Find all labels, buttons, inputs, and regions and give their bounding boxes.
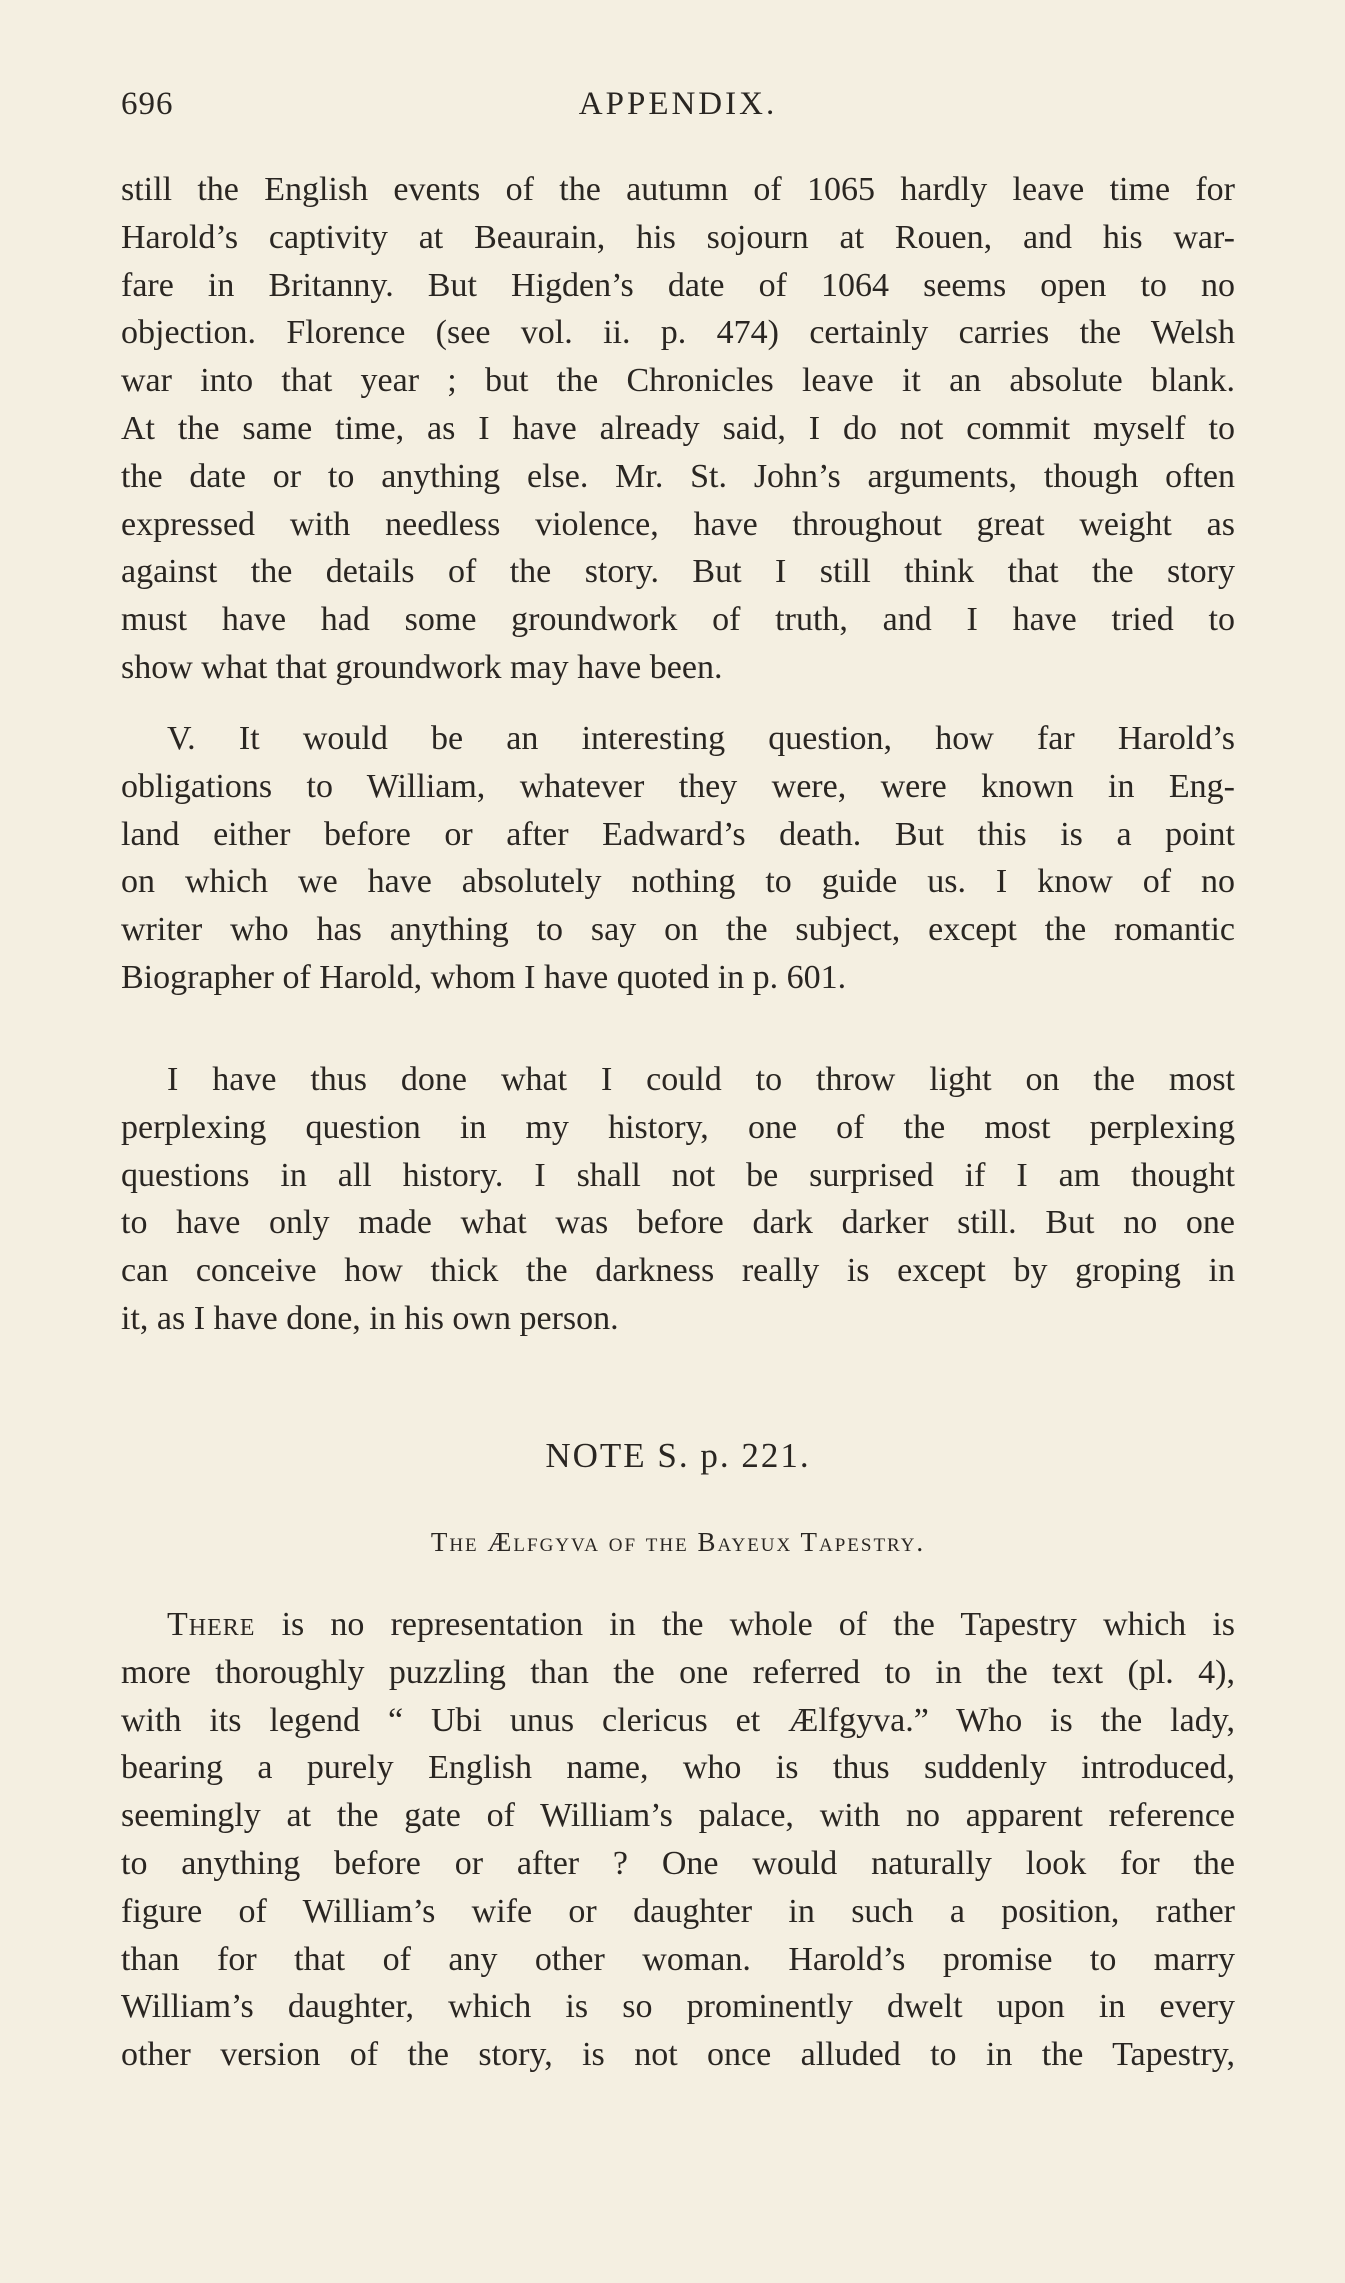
text-line: it, as I have done, in his own person. (121, 1299, 619, 1337)
text-line: questions in all history. I shall not be surprised if I am thought (121, 1156, 1235, 1194)
text-line: bearing a purely English name, who is thus suddenly introduced, (121, 1749, 1235, 1787)
text-line: show what that groundwork may have been. (121, 648, 723, 686)
note-subheading: The Ælfgyva of the Bayeux Tapestry. (430, 1527, 926, 1557)
text-line: Harold’s captivity at Beaurain, his sojourn at Rouen, and his war- (121, 218, 1235, 256)
text-line: with its legend “ Ubi unus clericus et Ælfgyva.” Who is the lady, (121, 1701, 1235, 1739)
text-line: can conceive how thick the darkness really is except by groping in (121, 1252, 1235, 1290)
text-line: perplexing question in my history, one of the most perplexing (121, 1108, 1235, 1146)
text-line: must have had some groundwork of truth, and I have tried to (121, 601, 1235, 639)
text-line: obligations to William, whatever they were, were known in Eng- (121, 767, 1235, 805)
text-line: fare in Britanny. But Higden’s date of 1064 seems open to no (121, 266, 1235, 304)
text-line: other version of the story, is not once alluded to in the Tapestry, (121, 2036, 1235, 2074)
text-line: more thoroughly puzzling than the one referred to in the text (pl. 4), (121, 1653, 1235, 1691)
text-line: I have thus done what I could to throw light on the most (167, 1061, 1235, 1098)
text-line: war into that year ; but the Chronicles leave it an absolute blank. (121, 362, 1235, 400)
paragraph-section-v (121, 715, 1235, 1002)
text-line: still the English events of the autumn of 1065 hardly leave time for (121, 171, 1235, 208)
page-header (121, 86, 1235, 130)
text-line: to have only made what was before dark darker still. But no one (121, 1204, 1235, 1242)
paragraph-note-s (121, 1601, 1235, 2079)
text-line: against the details of the story. But I still think that the story (121, 553, 1235, 591)
text-line: At the same time, as I have already said, I do not commit myself to (121, 409, 1235, 447)
paragraph-continued (121, 166, 1235, 692)
text-line: than for that of any other woman. Harold’s promise to marry (121, 1940, 1235, 1978)
text-line: figure of William’s wife or daughter in such a position, rather (121, 1892, 1235, 1930)
opening-line-text: is no representation in the whole of the Tapestry which is (255, 1606, 1235, 1643)
paragraph-conclusion (121, 1056, 1235, 1343)
page-number: 696 (121, 86, 174, 122)
text-line: seemingly at the gate of William’s palace, with no apparent reference (121, 1797, 1235, 1835)
opening-word: There (167, 1606, 256, 1643)
text-line: William’s daughter, which is so prominently dwelt upon in every (121, 1988, 1235, 2026)
text-line: to anything before or after ? One would naturally look for the (121, 1844, 1235, 1882)
text-line: on which we have absolutely nothing to guide us. I know of no (121, 863, 1235, 901)
text-line: V. It would be an interesting question, how far Harold’s (167, 720, 1235, 757)
running-title: APPENDIX. (578, 86, 778, 122)
note-heading: NOTE S. p. 221. (545, 1436, 811, 1475)
text-line: the date or to anything else. Mr. St. John’s arguments, though often (121, 457, 1235, 495)
text-line: expressed with needless violence, have throughout great weight as (121, 505, 1235, 543)
text-line: Biographer of Harold, whom I have quoted in p. 601. (121, 958, 847, 996)
text-line (121, 1601, 1235, 1649)
text-line: land either before or after Eadward’s death. But this is a point (121, 815, 1235, 853)
text-line: writer who has anything to say on the subject, except the romantic (121, 911, 1235, 949)
text-line: objection. Florence (see vol. ii. p. 474) certainly carries the Welsh (121, 314, 1235, 352)
